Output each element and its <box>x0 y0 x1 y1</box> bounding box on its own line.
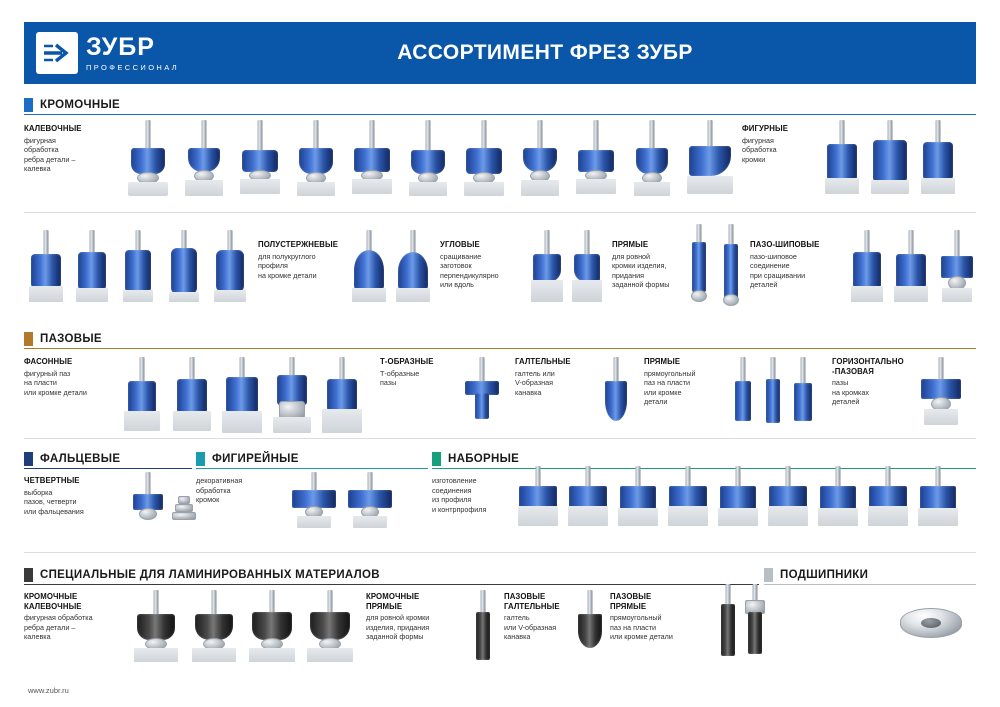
cutter-item <box>350 120 394 198</box>
group-desc: Т-образные пазы <box>380 368 420 388</box>
cutter-item <box>848 230 886 306</box>
section-label: ПАЗОВЫЕ <box>40 332 102 345</box>
cutter-item <box>164 230 204 306</box>
group-title: ПАЗОВЫЕ ГАЛТЕЛЬНЫЕ <box>504 592 560 611</box>
group-desc: для ровной кромки изделия, придания заданной формы <box>612 251 670 290</box>
cutter-item <box>790 357 816 435</box>
cutter-row-t-obraznye <box>462 355 512 435</box>
group-title: ПРЯМЫЕ <box>612 240 649 249</box>
cutter-item <box>350 230 388 306</box>
cutter-row-specialnye-pazovye-pryamye <box>716 582 766 668</box>
group-galtelnye <box>515 357 595 397</box>
section-rule <box>24 584 759 585</box>
group-fasonnye <box>24 357 124 397</box>
group-chetvertnye <box>24 476 124 516</box>
cutter-item <box>938 230 976 306</box>
cutter-item <box>72 230 112 306</box>
cutter-row-specialnye-galtelnye <box>576 588 606 666</box>
group-title: ПАЗО-ШИПОВЫЕ <box>750 240 820 249</box>
section-swatch-icon <box>432 452 441 466</box>
section-rule <box>24 114 976 115</box>
cutter-item <box>530 230 564 306</box>
group-nabornye-desc <box>432 476 522 514</box>
group-title: ФИГУРНЫЕ <box>742 124 788 133</box>
cutter-item <box>686 120 734 198</box>
cutter-item <box>716 584 740 668</box>
group-desc: пазы на кромках деталей <box>832 378 869 407</box>
group-desc: декоративная обработка кромок <box>196 476 243 504</box>
cutter-item <box>916 466 960 532</box>
group-kromochnye-pryamye <box>366 592 466 642</box>
group-pazo-shipovye <box>750 240 850 290</box>
group-pryamye-kromochnye <box>612 240 697 290</box>
group-pryamye-pazovye <box>644 357 729 407</box>
cutter-row-pryamye-pazovye <box>730 355 830 435</box>
cutter-row-fasonnye <box>120 355 380 435</box>
section-rule <box>24 348 976 349</box>
cutter-item <box>576 590 604 666</box>
group-desc: галтель или V-образная канавка <box>515 368 555 397</box>
cutter-item <box>718 224 744 308</box>
cutter-item <box>760 357 786 435</box>
cutter-item <box>666 466 710 532</box>
page-header <box>24 22 976 84</box>
group-kalevochnye <box>24 124 116 174</box>
cutter-item <box>686 224 712 308</box>
group-title: ЧЕТВЕРТНЫЕ <box>24 476 80 485</box>
cutter-item <box>716 466 760 532</box>
section-swatch-icon <box>24 98 33 112</box>
brand-name: ЗУБР <box>86 32 155 61</box>
section-header-kromochnye <box>24 96 120 113</box>
section-swatch-icon <box>24 568 33 582</box>
group-title: УГЛОВЫЕ <box>440 240 480 249</box>
group-figireynye-desc <box>196 476 286 505</box>
section-rule <box>764 584 976 585</box>
cutter-item <box>182 120 226 198</box>
group-title: Т-ОБРАЗНЫЕ <box>380 357 434 366</box>
cutter-item <box>120 357 164 435</box>
group-kromochnye-kalevochnye <box>24 592 134 642</box>
cutter-item <box>210 230 250 306</box>
cutter-item <box>270 357 314 435</box>
bearing-stack <box>170 472 198 530</box>
cutter-row-polusterzhnevye <box>350 228 434 306</box>
group-desc: галтель или V-образная канавка <box>504 613 557 642</box>
cutter-row-galtelnye <box>596 355 642 441</box>
cutter-row-specialnye-kalevochnye <box>130 588 360 666</box>
group-title: КРОМОЧНЫЕ КАЛЕВОЧНЫЕ <box>24 592 82 611</box>
cutter-item <box>892 230 930 306</box>
cutter-item <box>516 466 560 532</box>
group-desc: для полукруглого профиля на кромке детали <box>258 251 317 280</box>
cutter-row-pazo-shipovye <box>848 228 978 306</box>
group-desc: фигурная обработка кромки <box>742 135 777 164</box>
cutter-item <box>290 472 338 530</box>
cutter-item <box>630 120 674 198</box>
cutter-item <box>816 466 860 532</box>
cutter-item <box>238 120 282 198</box>
section-label: СПЕЦИАЛЬНЫЕ ДЛЯ ЛАМИНИРОВАННЫХ МАТЕРИАЛОВ <box>40 568 380 581</box>
group-desc: фигурная обработка ребра детали – калевка <box>24 613 93 642</box>
section-swatch-icon <box>24 332 33 346</box>
cutter-item <box>126 120 170 198</box>
cutter-item <box>346 472 394 530</box>
cutter-item <box>596 357 636 441</box>
group-title: ГАЛТЕЛЬНЫЕ <box>515 357 571 366</box>
cutter-item <box>246 590 298 666</box>
section-label: ПОДШИПНИКИ <box>780 568 869 581</box>
group-desc: прямоугольный паз на пласти или кромке детали <box>644 368 696 407</box>
section-header-specialnye <box>24 566 380 583</box>
group-pazovye-pryamye <box>610 592 710 642</box>
group-desc: изготовление соединения из профиля и контрпрофиля <box>432 476 487 514</box>
cutter-row-gorizontalno <box>916 355 976 435</box>
cutter-item <box>406 120 450 198</box>
cutter-item <box>918 120 958 198</box>
section-label: ФИГИРЕЙНЫЕ <box>212 452 299 465</box>
cutter-row-specialnye-kromochnye-pryamye <box>470 588 500 666</box>
cutter-item <box>470 590 496 666</box>
page-title: АССОРТИМЕНТ ФРЕЗ ЗУБР <box>397 41 693 64</box>
group-desc: прямоугольный паз на пласти или кромке детали <box>610 613 673 642</box>
cutter-item <box>462 357 502 435</box>
cutter-item <box>518 120 562 198</box>
section-header-figireynye <box>196 450 299 467</box>
arrow-in-square-icon <box>36 32 78 74</box>
row-divider <box>24 438 976 439</box>
group-desc: пазо-шиповое соединение при сращивании деталей <box>750 251 806 290</box>
cutter-item <box>188 590 240 666</box>
section-swatch-icon <box>24 452 33 466</box>
cutter-item <box>26 230 66 306</box>
cutter-item <box>822 120 862 198</box>
cutter-item <box>294 120 338 198</box>
section-swatch-icon <box>196 452 205 466</box>
group-desc: фигурная обработка ребра детали – калевка <box>24 135 76 174</box>
cutter-item <box>462 120 506 198</box>
cutter-row-uglovye <box>530 228 606 306</box>
cutter-item <box>766 466 810 532</box>
group-polusterzhnevye <box>258 240 358 280</box>
group-uglovye <box>440 240 525 290</box>
cutter-row-figireynye <box>290 468 430 530</box>
group-title: ФАСОННЫЕ <box>24 357 73 366</box>
cutter-item <box>574 120 618 198</box>
brand-logo <box>24 22 264 84</box>
group-desc: фигурный паз на пласти или кромке детали <box>24 368 87 397</box>
cutter-row-kromochnye-1 <box>120 118 740 198</box>
cutter-item <box>730 357 756 435</box>
group-title: ГОРИЗОНТАЛЬНО -ПАЗОВАЯ <box>832 357 904 376</box>
cutter-row-chetvertnye <box>130 468 190 530</box>
cutter-item <box>570 230 604 306</box>
section-header-nabornye <box>432 450 519 467</box>
section-label: КРОМОЧНЫЕ <box>40 98 121 111</box>
cutter-item <box>130 472 166 530</box>
section-header-falcevye <box>24 450 120 467</box>
cutter-item <box>866 466 910 532</box>
section-swatch-icon <box>764 568 773 582</box>
group-desc: выборка пазов, четверти или фальцевания <box>24 487 84 516</box>
group-figurnye <box>742 124 832 164</box>
cutter-item <box>916 357 966 435</box>
brand-subtitle: ПРОФЕССИОНАЛ <box>86 62 180 72</box>
cutter-item <box>870 120 910 198</box>
group-title: ПОЛУСТЕРЖНЕВЫЕ <box>258 240 339 249</box>
group-title: КАЛЕВОЧНЫЕ <box>24 124 82 133</box>
section-label: ФАЛЬЦЕВЫЕ <box>40 452 121 465</box>
group-title: ПАЗОВЫЕ ПРЯМЫЕ <box>610 592 652 611</box>
bearing-product-image <box>900 608 962 638</box>
cutter-item <box>220 357 264 435</box>
cutter-item <box>130 590 182 666</box>
group-title: КРОМОЧНЫЕ ПРЯМЫЕ <box>366 592 420 611</box>
cutter-item <box>304 590 356 666</box>
cutter-item <box>320 357 364 435</box>
cutter-row-pryamye-kromochnye <box>686 222 746 308</box>
section-label: НАБОРНЫЕ <box>448 452 520 465</box>
cutter-row-nabornye <box>516 462 976 532</box>
group-desc: для ровной кромки изделия, придания заданной формы <box>366 613 430 642</box>
cutter-item <box>170 357 214 435</box>
group-desc: сращивание заготовок перпендикулярно или вдоль <box>440 251 499 290</box>
group-gorizontalno-pazovaya <box>832 357 927 407</box>
cutter-item <box>566 466 610 532</box>
row-divider <box>24 552 976 553</box>
group-title: ПРЯМЫЕ <box>644 357 681 366</box>
group-t-obraznye <box>380 357 460 388</box>
footer-url[interactable]: www.zubr.ru <box>28 686 69 695</box>
section-header-pazovye <box>24 330 102 347</box>
cutter-item <box>616 466 660 532</box>
cutter-row-kromochnye-2a <box>24 228 254 306</box>
cutter-row-figurnye <box>822 118 977 198</box>
row-divider <box>24 212 976 213</box>
cutter-item <box>742 584 768 668</box>
section-header-podshipniki <box>764 566 868 583</box>
cutter-item <box>394 230 432 306</box>
cutter-item <box>118 230 158 306</box>
